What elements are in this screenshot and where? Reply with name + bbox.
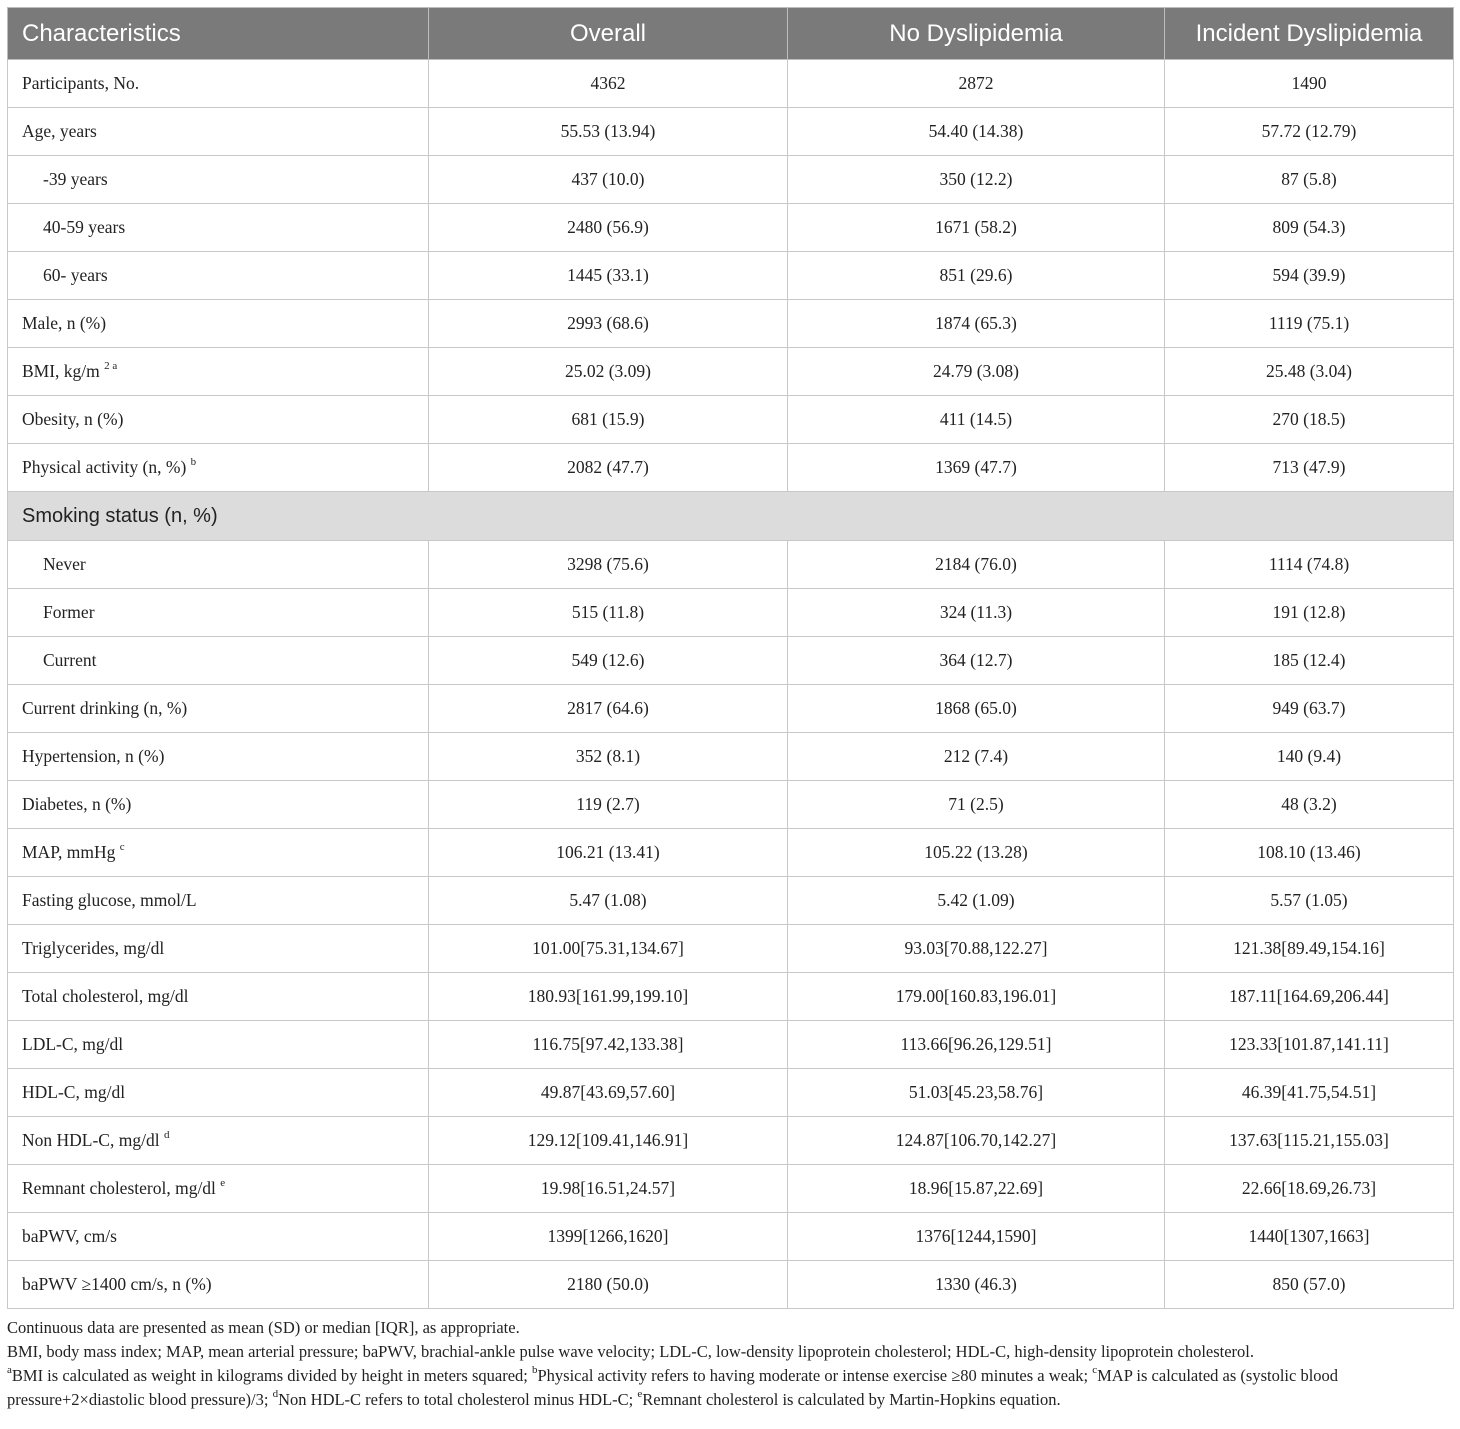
- row-label-footnote-mark: 2 a: [104, 360, 118, 372]
- cell-incident-dyslipidemia: 1490: [1165, 60, 1454, 108]
- cell-overall: 5.47 (1.08): [429, 877, 788, 925]
- footnote-mark: b: [532, 1364, 538, 1376]
- row-label: [8, 1213, 429, 1261]
- cell-incident-dyslipidemia: 809 (54.3): [1165, 204, 1454, 252]
- row-label: [8, 300, 429, 348]
- table-row: [8, 685, 1454, 733]
- cell-incident-dyslipidemia: 5.57 (1.05): [1165, 877, 1454, 925]
- cell-no-dyslipidemia: 24.79 (3.08): [788, 348, 1165, 396]
- table-row: [8, 973, 1454, 1021]
- cell-overall: 106.21 (13.41): [429, 829, 788, 877]
- cell-incident-dyslipidemia: 22.66[18.69,26.73]: [1165, 1165, 1454, 1213]
- footnote-mark: d: [272, 1388, 279, 1400]
- table-row: [8, 300, 1454, 348]
- cell-no-dyslipidemia: 1330 (46.3): [788, 1261, 1165, 1309]
- table-row: [8, 60, 1454, 108]
- cell-no-dyslipidemia: 212 (7.4): [788, 733, 1165, 781]
- cell-no-dyslipidemia: 5.42 (1.09): [788, 877, 1165, 925]
- row-label: [8, 877, 429, 925]
- cell-overall: 515 (11.8): [429, 589, 788, 637]
- row-label-text: Never: [43, 554, 86, 574]
- footnote-mark: c: [1092, 1364, 1098, 1376]
- row-label-text: HDL-C, mg/dl: [22, 1082, 126, 1102]
- cell-incident-dyslipidemia: 121.38[89.49,154.16]: [1165, 925, 1454, 973]
- cell-no-dyslipidemia: 71 (2.5): [788, 781, 1165, 829]
- table-row: [8, 204, 1454, 252]
- table-row: [8, 1165, 1454, 1213]
- cell-no-dyslipidemia: 1868 (65.0): [788, 685, 1165, 733]
- header-incident-dyslipidemia: Incident Dyslipidemia: [1165, 8, 1454, 60]
- cell-incident-dyslipidemia: 87 (5.8): [1165, 156, 1454, 204]
- cell-no-dyslipidemia: 2872: [788, 60, 1165, 108]
- row-label-text: baPWV, cm/s: [22, 1226, 117, 1246]
- notes-line-2: BMI, body mass index; MAP, mean arterial pressure; baPWV, brachial-ankle pulse wave velocity; LDL-C, low-density lipoprotein cholesterol; HDL-C, high-density lipoprotein cholesterol.: [7, 1342, 1255, 1361]
- cell-overall: 4362: [429, 60, 788, 108]
- row-label: [8, 1165, 429, 1213]
- table-row: [8, 396, 1454, 444]
- cell-overall: 55.53 (13.94): [429, 108, 788, 156]
- cell-overall: 119 (2.7): [429, 781, 788, 829]
- table-row: [8, 1069, 1454, 1117]
- cell-no-dyslipidemia: 124.87[106.70,142.27]: [788, 1117, 1165, 1165]
- row-label-footnote-mark: d: [163, 1129, 170, 1141]
- table-row: [8, 637, 1454, 685]
- footnote-mark: a: [7, 1364, 12, 1376]
- header-overall: Overall: [429, 8, 788, 60]
- row-label-footnote-mark: c: [119, 841, 125, 853]
- cell-no-dyslipidemia: 51.03[45.23,58.76]: [788, 1069, 1165, 1117]
- cell-overall: 2082 (47.7): [429, 444, 788, 492]
- cell-overall: 1399[1266,1620]: [429, 1213, 788, 1261]
- notes-footnotes: [7, 1364, 1453, 1412]
- cell-overall: 1445 (33.1): [429, 252, 788, 300]
- cell-no-dyslipidemia: 411 (14.5): [788, 396, 1165, 444]
- row-label-text: baPWV ≥1400 cm/s, n (%): [22, 1274, 212, 1294]
- cell-overall: 352 (8.1): [429, 733, 788, 781]
- row-label-text: Former: [43, 602, 95, 622]
- cell-incident-dyslipidemia: 123.33[101.87,141.11]: [1165, 1021, 1454, 1069]
- table-body: [8, 60, 1454, 1309]
- cell-overall: 2180 (50.0): [429, 1261, 788, 1309]
- table-row: [8, 1261, 1454, 1309]
- cell-overall: 101.00[75.31,134.67]: [429, 925, 788, 973]
- row-label-text: -39 years: [43, 169, 108, 189]
- table-row: [8, 589, 1454, 637]
- cell-incident-dyslipidemia: 1440[1307,1663]: [1165, 1213, 1454, 1261]
- row-label-text: 40-59 years: [43, 217, 126, 237]
- cell-incident-dyslipidemia: 25.48 (3.04): [1165, 348, 1454, 396]
- cell-incident-dyslipidemia: 1119 (75.1): [1165, 300, 1454, 348]
- cell-incident-dyslipidemia: 140 (9.4): [1165, 733, 1454, 781]
- footnote-text: MAP is calculated as (systolic blood pressure+2×diastolic blood pressure)/3;: [7, 1366, 1339, 1409]
- row-label-text: Non HDL-C, mg/dl: [22, 1130, 160, 1150]
- row-label: [8, 1117, 429, 1165]
- cell-no-dyslipidemia: 18.96[15.87,22.69]: [788, 1165, 1165, 1213]
- cell-no-dyslipidemia: 350 (12.2): [788, 156, 1165, 204]
- cell-incident-dyslipidemia: 57.72 (12.79): [1165, 108, 1454, 156]
- cell-incident-dyslipidemia: 108.10 (13.46): [1165, 829, 1454, 877]
- row-label-text: Current drinking (n, %): [22, 698, 188, 718]
- footnote-text: Non HDL-C refers to total cholesterol minus HDL-C;: [278, 1390, 638, 1409]
- cell-no-dyslipidemia: 113.66[96.26,129.51]: [788, 1021, 1165, 1069]
- cell-overall: 129.12[109.41,146.91]: [429, 1117, 788, 1165]
- cell-overall: 437 (10.0): [429, 156, 788, 204]
- cell-no-dyslipidemia: 2184 (76.0): [788, 541, 1165, 589]
- row-label: [8, 204, 429, 252]
- cell-no-dyslipidemia: 1369 (47.7): [788, 444, 1165, 492]
- cell-no-dyslipidemia: 105.22 (13.28): [788, 829, 1165, 877]
- footnote-text: BMI is calculated as weight in kilograms divided by height in meters squared;: [11, 1366, 532, 1385]
- row-label-text: Participants, No.: [22, 73, 140, 93]
- table-header: [8, 8, 1454, 60]
- section-row: [8, 492, 1454, 541]
- table-row: [8, 781, 1454, 829]
- table-row: [8, 541, 1454, 589]
- cell-overall: 180.93[161.99,199.10]: [429, 973, 788, 1021]
- row-label: [8, 348, 429, 396]
- footnote-mark: e: [637, 1388, 643, 1400]
- row-label-text: LDL-C, mg/dl: [22, 1034, 124, 1054]
- row-label: [8, 156, 429, 204]
- row-label-text: Male, n (%): [22, 313, 107, 333]
- row-label: [8, 1261, 429, 1309]
- cell-no-dyslipidemia: 54.40 (14.38): [788, 108, 1165, 156]
- table-row: [8, 1021, 1454, 1069]
- row-label-text: Age, years: [22, 121, 97, 141]
- row-label: [8, 685, 429, 733]
- cell-overall: 549 (12.6): [429, 637, 788, 685]
- row-label: [8, 589, 429, 637]
- row-label-text: Total cholesterol, mg/dl: [22, 986, 189, 1006]
- table-row: [8, 108, 1454, 156]
- table-notes: [7, 1316, 1453, 1412]
- cell-no-dyslipidemia: 324 (11.3): [788, 589, 1165, 637]
- notes-line-1: Continuous data are presented as mean (SD) or median [IQR], as appropriate.: [7, 1318, 520, 1337]
- row-label-text: MAP, mmHg: [22, 842, 116, 862]
- cell-no-dyslipidemia: 1874 (65.3): [788, 300, 1165, 348]
- cell-incident-dyslipidemia: 1114 (74.8): [1165, 541, 1454, 589]
- cell-incident-dyslipidemia: 48 (3.2): [1165, 781, 1454, 829]
- table-row: [8, 829, 1454, 877]
- footnote-text: Physical activity refers to having moderate or intense exercise ≥80 minutes a weak;: [537, 1366, 1093, 1385]
- cell-no-dyslipidemia: 93.03[70.88,122.27]: [788, 925, 1165, 973]
- cell-incident-dyslipidemia: 270 (18.5): [1165, 396, 1454, 444]
- table-row: [8, 1213, 1454, 1261]
- table-row: [8, 733, 1454, 781]
- cell-no-dyslipidemia: 851 (29.6): [788, 252, 1165, 300]
- row-label: [8, 925, 429, 973]
- row-label: [8, 1021, 429, 1069]
- header-characteristics: Characteristics: [8, 8, 429, 60]
- cell-overall: 19.98[16.51,24.57]: [429, 1165, 788, 1213]
- table-row: [8, 1117, 1454, 1165]
- cell-incident-dyslipidemia: 850 (57.0): [1165, 1261, 1454, 1309]
- row-label: [8, 60, 429, 108]
- footnote-text: Remnant cholesterol is calculated by Martin-Hopkins equation.: [642, 1390, 1061, 1409]
- table-row: [8, 444, 1454, 492]
- cell-no-dyslipidemia: 1671 (58.2): [788, 204, 1165, 252]
- cell-no-dyslipidemia: 179.00[160.83,196.01]: [788, 973, 1165, 1021]
- row-label: [8, 781, 429, 829]
- cell-overall: 2480 (56.9): [429, 204, 788, 252]
- cell-incident-dyslipidemia: 137.63[115.21,155.03]: [1165, 1117, 1454, 1165]
- header-no-dyslipidemia: No Dyslipidemia: [788, 8, 1165, 60]
- row-label-text: Physical activity (n, %): [22, 457, 187, 477]
- cell-incident-dyslipidemia: 191 (12.8): [1165, 589, 1454, 637]
- cell-no-dyslipidemia: 364 (12.7): [788, 637, 1165, 685]
- cell-overall: 116.75[97.42,133.38]: [429, 1021, 788, 1069]
- row-label: [8, 829, 429, 877]
- cell-incident-dyslipidemia: 713 (47.9): [1165, 444, 1454, 492]
- cell-overall: 49.87[43.69,57.60]: [429, 1069, 788, 1117]
- section-label: Smoking status (n, %): [8, 492, 1454, 541]
- row-label-text: Fasting glucose, mmol/L: [22, 890, 197, 910]
- cell-overall: 2993 (68.6): [429, 300, 788, 348]
- table-row: [8, 877, 1454, 925]
- cell-overall: 25.02 (3.09): [429, 348, 788, 396]
- row-label: [8, 973, 429, 1021]
- row-label-footnote-mark: b: [190, 456, 197, 468]
- table-row: [8, 252, 1454, 300]
- row-label-footnote-mark: e: [220, 1177, 226, 1189]
- row-label: [8, 252, 429, 300]
- row-label-text: Triglycerides, mg/dl: [22, 938, 165, 958]
- characteristics-table: [7, 7, 1454, 1309]
- header-row: [8, 8, 1454, 60]
- row-label: [8, 637, 429, 685]
- row-label-text: Hypertension, n (%): [22, 746, 165, 766]
- cell-overall: 681 (15.9): [429, 396, 788, 444]
- row-label-text: 60- years: [43, 265, 108, 285]
- cell-incident-dyslipidemia: 949 (63.7): [1165, 685, 1454, 733]
- row-label-text: Remnant cholesterol, mg/dl: [22, 1178, 216, 1198]
- row-label-text: Current: [43, 650, 97, 670]
- row-label: [8, 541, 429, 589]
- row-label-text: Diabetes, n (%): [22, 794, 132, 814]
- cell-incident-dyslipidemia: 594 (39.9): [1165, 252, 1454, 300]
- row-label: [8, 396, 429, 444]
- row-label: [8, 1069, 429, 1117]
- cell-incident-dyslipidemia: 187.11[164.69,206.44]: [1165, 973, 1454, 1021]
- row-label-text: Obesity, n (%): [22, 409, 124, 429]
- row-label: [8, 444, 429, 492]
- cell-incident-dyslipidemia: 185 (12.4): [1165, 637, 1454, 685]
- cell-no-dyslipidemia: 1376[1244,1590]: [788, 1213, 1165, 1261]
- table-container: [7, 7, 1453, 1412]
- row-label-text: BMI, kg/m: [22, 361, 100, 381]
- row-label: [8, 108, 429, 156]
- table-row: [8, 925, 1454, 973]
- row-label: [8, 733, 429, 781]
- table-row: [8, 348, 1454, 396]
- cell-incident-dyslipidemia: 46.39[41.75,54.51]: [1165, 1069, 1454, 1117]
- cell-overall: 3298 (75.6): [429, 541, 788, 589]
- table-row: [8, 156, 1454, 204]
- cell-overall: 2817 (64.6): [429, 685, 788, 733]
